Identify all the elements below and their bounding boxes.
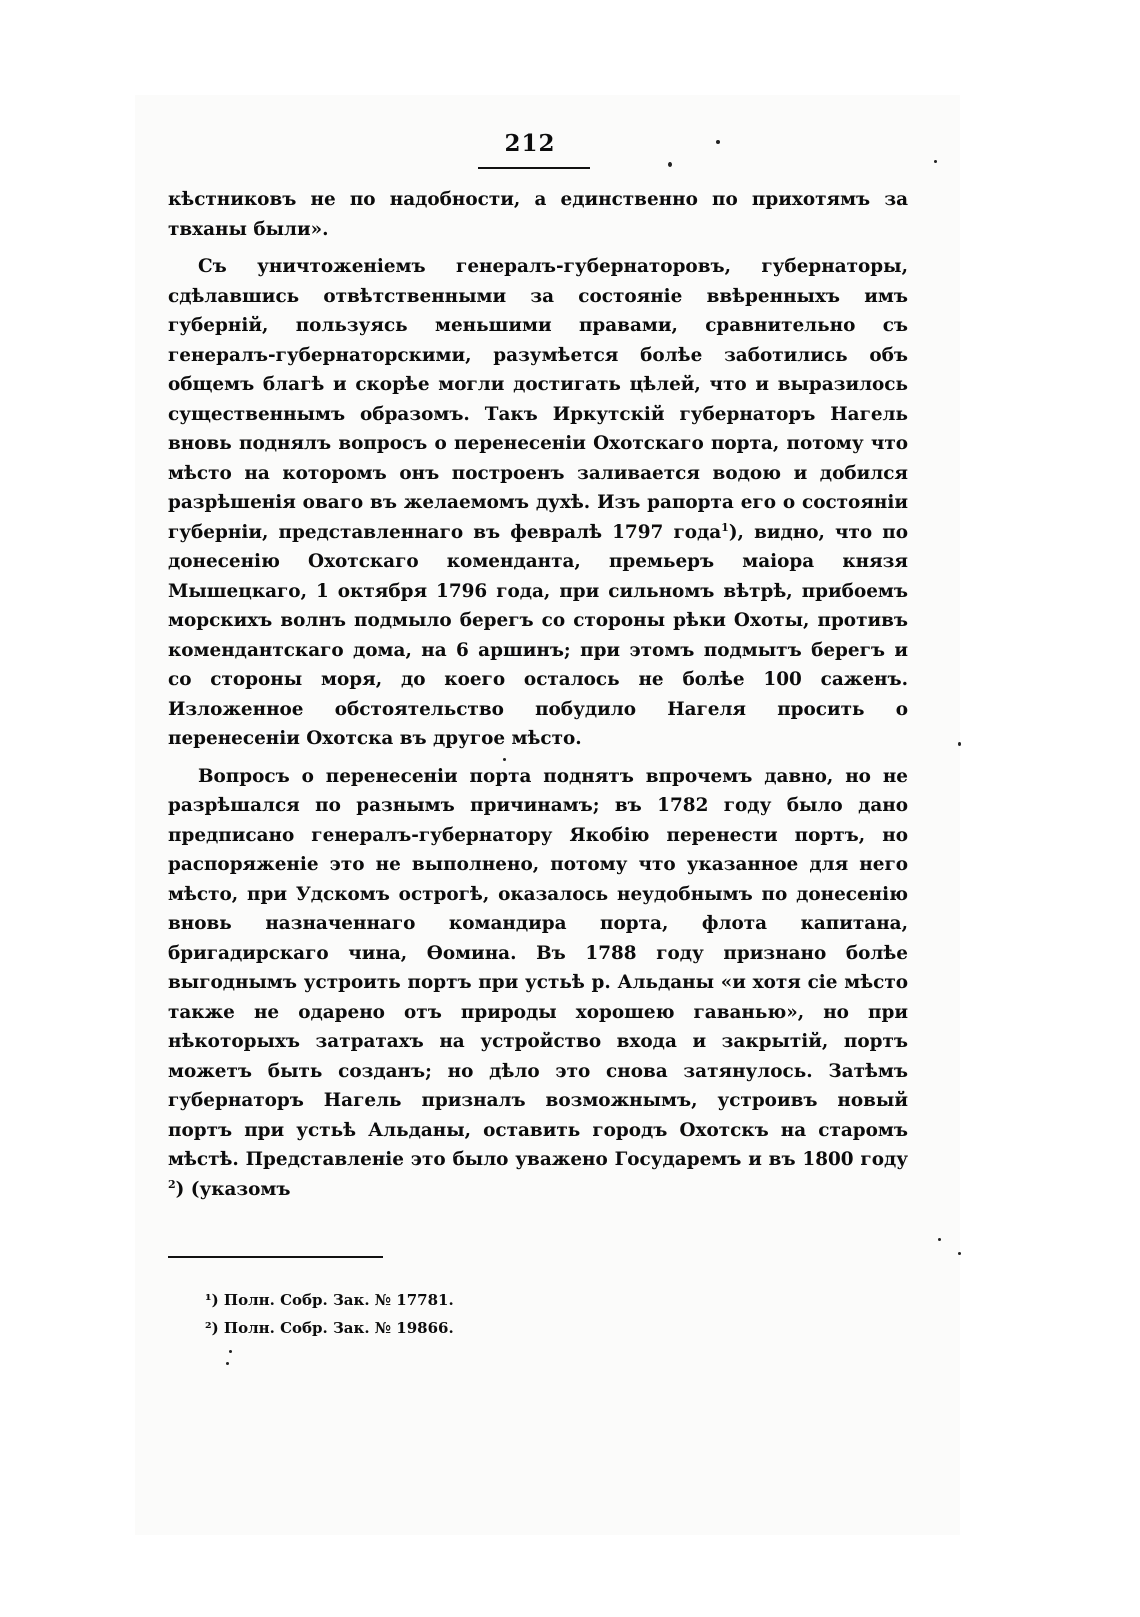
page-number: 212 [504,130,556,157]
scan-speck [668,162,672,167]
footnote-text: Полн. Собр. Зак. № 17781. [223,1291,454,1309]
scan-speck [938,1238,941,1241]
paragraph-continuation: кѣстниковъ не по надобности, а единственно по прихотямъ за твханы были». [168,189,908,240]
footnote-rule [168,1256,383,1258]
scan-speck [226,1362,229,1365]
paragraph-text: Съ уничтоженіемъ генералъ-губернаторовъ, губернаторы, сдѣлавшись отвѣтственными за состояніе ввѣренныхъ имъ губерній, пользуясь меньшими правами, сравнительно съ генералъ-губернаторскими, разумѣется болѣе заботились объ общемъ благѣ и скорѣе могли достигать цѣлей, что и выразилось существеннымъ образомъ. Такъ Иркутскій губернаторъ Нагель вновь поднялъ вопросъ о перенесеніи Охотскаго порта, потому что мѣсто на которомъ онъ построенъ заливается водою и добился разрѣшенія оваго въ желаемомъ духѣ. Изъ рапорта его о состояніи губерніи, представленнаго въ февралѣ 1797 года [168,256,908,543]
footnote-ref: 1 [721,520,729,534]
footnotes [205,1286,454,1342]
paragraph-port-question [168,762,908,1205]
paragraph-text: Вопросъ о перенесеніи порта поднятъ впрочемъ давно, но не разрѣшался по разнымъ причинамъ; въ 1782 году было дано предписано генералъ-губернатору Якобію перенести портъ, но распоряженіе это не выполнено, потому что указанное для него мѣсто, при Удскомъ острогѣ, оказалось неудобнымъ по донесенію вновь назначеннаго командира порта, флота капитана, бригадирскаго чина, Ѳомина. Въ 1788 году признано болѣе выгоднымъ устроить портъ при устьѣ р. Альданы «и хотя сіе мѣсто также не одарено отъ природы хорошею гаванью», но при нѣкоторыхъ затратахъ на устройство входа и закрытій, портъ можетъ быть созданъ; но дѣло это снова затянулось. Затѣмъ губернаторъ Нагель призналъ возможнымъ, устроивъ новый портъ при устьѣ Альданы, оставить городъ Охотскъ на старомъ мѣстѣ. Представленіе это было уважено Государемъ и въ 1800 году [168,765,908,1170]
scan-speck [716,140,720,144]
scan-speck [229,1350,232,1353]
scan-speck [958,742,961,746]
footnote-ref: 2 [168,1177,176,1191]
footnote [205,1286,454,1314]
paragraph-nagel [168,252,908,754]
footnote-mark: ¹) [205,1291,219,1309]
scan-speck [934,160,937,163]
footnote [205,1314,454,1342]
scan-speck [958,1252,961,1255]
paragraph-text: ), видно, что по донесенію Охотскаго коменданта, премьеръ маіора князя Мышецкаго, 1 октября 1796 года, при сильномъ вѣтрѣ, прибоемъ морскихъ волнъ подмыло берегъ со стороны рѣки Охоты, противъ комендантскаго дома, на 6 аршинъ; при этомъ подмытъ берегъ и со стороны моря, до коего осталось не болѣе 100 саженъ. Изложенное обстоятельство побудило Нагеля просить о перенесеніи Охотска въ другое мѣсто. [168,521,908,749]
paragraph-text: ) (указомъ [175,1178,291,1200]
footnote-text: Полн. Собр. Зак. № 19866. [223,1319,454,1337]
body-text [168,185,908,1204]
scan-speck [503,758,506,761]
footnote-mark: ²) [205,1319,219,1337]
page-number-rule [478,167,590,169]
